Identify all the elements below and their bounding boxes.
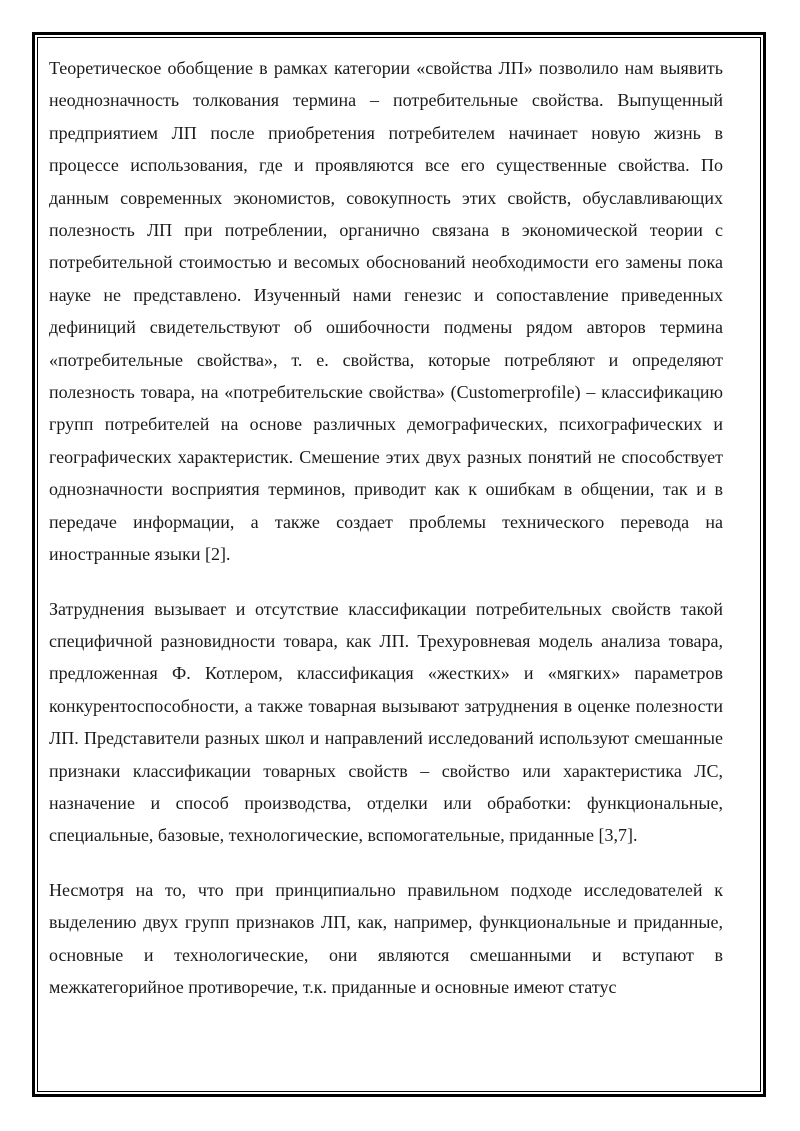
paragraph-1: Теоретическое обобщение в рамках категории «свойства ЛП» позволило нам выявить неоднозначность толкования термина – потребительные свойства. Выпущенный предприятием ЛП после приобретения потребителем начинает новую жизнь в процессе использования, где и проявляются все его существенные свойства. По данным современных экономистов, совокупность этих свойств, обуславливающих полезность ЛП при потреблении, органично связана в экономической теории с потребительной стоимостью и весомых обоснований необходимости его замены пока науке не представлено. Изученный нами генезис и сопоставление приведенных дефиниций свидетельствуют об ошибочности подмены рядом авторов термина «потребительные свойства», т. е. свойства, которые потребляют и определяют полезность товара, на «потребительские свойства» (Customerprofile) – классификацию групп потребителей на основе различных демографических, психографических и географических характеристик. Смешение этих двух разных понятий не способствует однозначности восприятия терминов, приводит как к ошибкам в общении, так и в передаче информации, а также создает проблемы технического перевода на иностранные языки [2]. xyxy=(49,58,723,565)
paragraph-3: Несмотря на то, что при принципиально правильном подходе исследователей к выделению двух групп признаков ЛП, как, например, функциональные и приданные, основные и технологические, они являются смешанными и вступают в межкатегорийное противоречие, т.к. приданные и основные имеют статус xyxy=(49,879,723,997)
document-body xyxy=(49,52,723,1052)
paragraph-2: Затруднения вызывает и отсутствие классификации потребительных свойств такой специфичной разновидности товара, как ЛП. Трехуровневая модель анализа товара, предложенная Ф. Котлером, классификация «жестких» и «мягких» параметров конкурентоспособности, а также товарная вызывают затруднения в оценке полезности ЛП. Представители разных школ и направлений исследований используют смешанные признаки классификации товарных свойств – свойство или характеристика ЛС, назначение и способ производства, отделки или обработки: функциональные, специальные, базовые, технологические, вспомогательные, приданные [3,7]. xyxy=(49,598,723,846)
